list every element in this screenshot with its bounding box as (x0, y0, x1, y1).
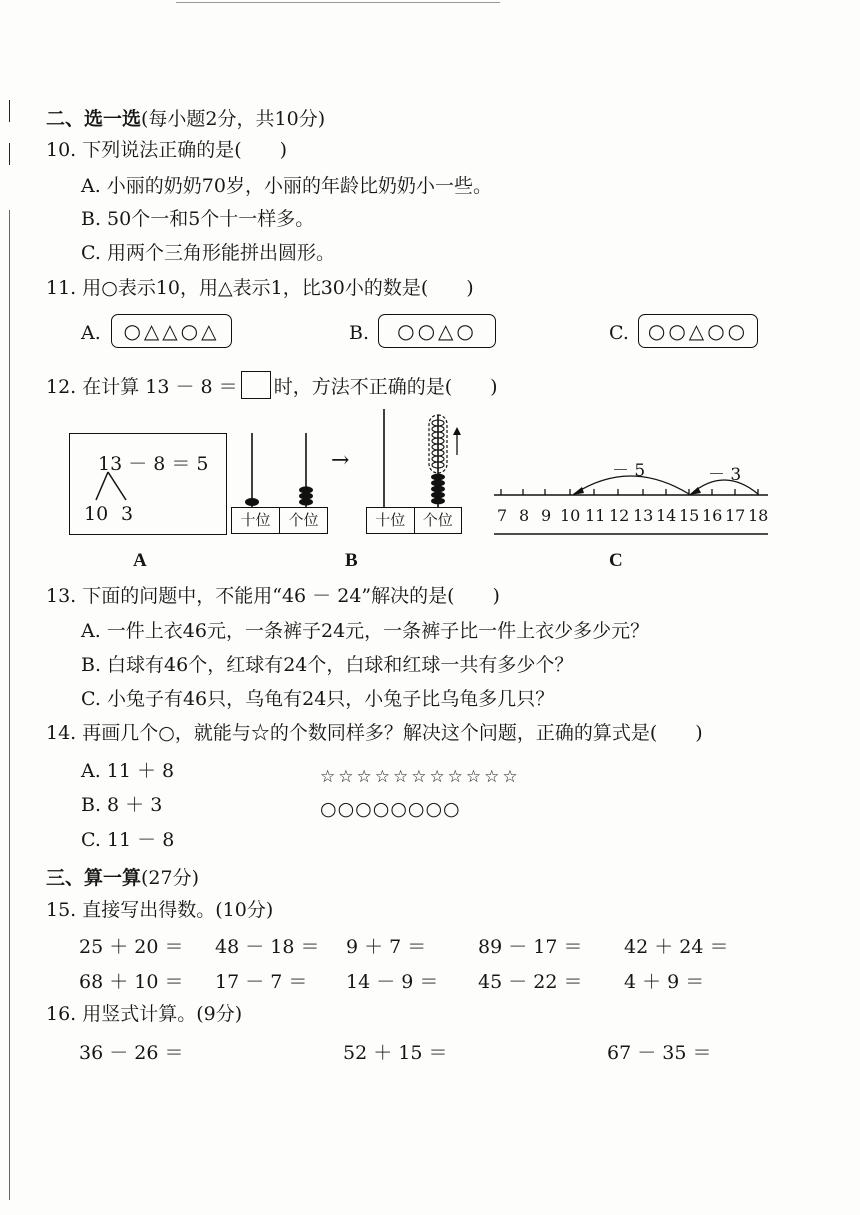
right-arrow-icon: → (331, 448, 350, 473)
q15-problem: 42 ＋ 24 ＝ (624, 936, 729, 958)
top-rule (176, 2, 500, 3)
q15-problem: 48 － 18 ＝ (215, 936, 320, 958)
tens-place-label: 十位 (240, 511, 271, 529)
q14-option-c: C. 11 － 8 (81, 829, 175, 851)
q14-stem: 14. 再画几个○，就能与☆的个数同样多？解决这个问题，正确的算式是( ) (46, 722, 703, 744)
q11-option-a-label: A. (81, 322, 101, 344)
q10-option-b: B. 50个一和5个十一样多。 (81, 208, 315, 230)
q15-problem: 25 ＋ 20 ＝ (79, 936, 184, 958)
abacus-after-place-labels (366, 507, 462, 534)
number-label: 13 (633, 506, 654, 525)
q11-option-a-box: ○△△○△ (111, 314, 232, 348)
q14-option-a: A. 11 ＋ 8 (81, 760, 175, 782)
figure-c-caption: C (609, 550, 623, 571)
abacus-before (230, 425, 330, 510)
jump-label-minus-5: － 5 (612, 461, 646, 481)
q13-option-c: C. 小兔子有46只，乌龟有24只，小兔子比乌龟多几只？ (81, 688, 555, 710)
section-2-heading: 二、选一选(每小题2分，共10分) (46, 108, 326, 130)
q11-option-c-box: ○○△○○ (638, 314, 758, 348)
q11-stem: 11. 用○表示10，用△表示1，比30小的数是( ) (46, 277, 474, 299)
q16-problem: 67 － 35 ＝ (607, 1042, 712, 1064)
q13-option-b: B. 白球有46个，红球有24个，白球和红球一共有多少个？ (81, 654, 574, 676)
figure-b-caption: B (345, 550, 358, 571)
abacus-before-place-labels (231, 507, 328, 534)
q10-stem: 10. 下列说法正确的是( ) (46, 139, 288, 161)
margin-line (9, 210, 10, 1200)
circle-row: ○○○○○○○○ (320, 798, 461, 820)
number-label: 9 (541, 506, 552, 525)
q16-stem: 16. 用竖式计算。(9分) (46, 1003, 243, 1025)
q15-problem: 45 － 22 ＝ (478, 971, 583, 993)
figure-a-split-ones: 3 (121, 503, 134, 525)
figure-a-branch-lines (90, 470, 140, 504)
figure-a-equation: 13 － 8 ＝ 5 (98, 453, 209, 475)
q15-problem: 9 ＋ 7 ＝ (346, 936, 427, 958)
tens-place-label: 十位 (375, 511, 406, 529)
q13-option-a: A. 一件上衣46元，一条裤子24元，一条裤子比一件上衣少多少元？ (81, 620, 650, 642)
q15-problem: 68 ＋ 10 ＝ (79, 971, 184, 993)
jump-label-minus-3: － 3 (708, 465, 742, 485)
q15-problem: 14 － 9 ＝ (346, 971, 439, 993)
q16-problem: 52 ＋ 15 ＝ (343, 1042, 448, 1064)
star-row: ☆☆☆☆☆☆☆☆☆☆☆ (320, 767, 521, 787)
number-label: 15 (679, 506, 700, 525)
q14-option-b: B. 8 ＋ 3 (81, 794, 163, 816)
number-label: 7 (497, 506, 508, 525)
number-label: 17 (725, 506, 746, 525)
abacus-after (366, 405, 476, 510)
ones-place-label: 个位 (414, 508, 462, 533)
q11-option-b-box: ○○△○ (378, 314, 496, 348)
number-label: 10 (560, 506, 581, 525)
q12-stem: 12. 在计算 13 － 8 ＝ 时，方法不正确的是( ) (46, 371, 498, 399)
q13-stem: 13. 下面的问题中，不能用“46 － 24”解决的是( ) (46, 585, 500, 607)
q15-stem: 15. 直接写出得数。(10分) (46, 899, 274, 921)
number-label: 14 (656, 506, 677, 525)
q16-problem: 36 － 26 ＝ (79, 1042, 184, 1064)
number-label: 18 (748, 506, 769, 525)
q15-problem: 4 ＋ 9 ＝ (624, 971, 705, 993)
q11-option-b-label: B. (349, 322, 370, 344)
section-3-heading: 三、算一算(27分) (46, 867, 200, 889)
figure-a-split-tens: 10 (84, 503, 109, 525)
q15-problem: 17 － 7 ＝ (215, 971, 308, 993)
number-label: 16 (702, 506, 723, 525)
q10-option-a: A. 小丽的奶奶70岁，小丽的年龄比奶奶小一些。 (81, 175, 492, 197)
figure-a-caption: A (133, 550, 147, 571)
q10-option-c: C. 用两个三角形能拼出圆形。 (81, 242, 335, 264)
number-label: 12 (609, 506, 630, 525)
margin-line (9, 143, 10, 165)
q11-option-c-label: C. (609, 322, 629, 344)
number-label: 11 (585, 506, 606, 525)
number-label: 8 (519, 506, 530, 525)
ones-place-label: 个位 (279, 508, 327, 533)
q15-problem: 89 － 17 ＝ (478, 936, 583, 958)
margin-line (9, 100, 10, 122)
answer-blank-box (241, 371, 271, 399)
